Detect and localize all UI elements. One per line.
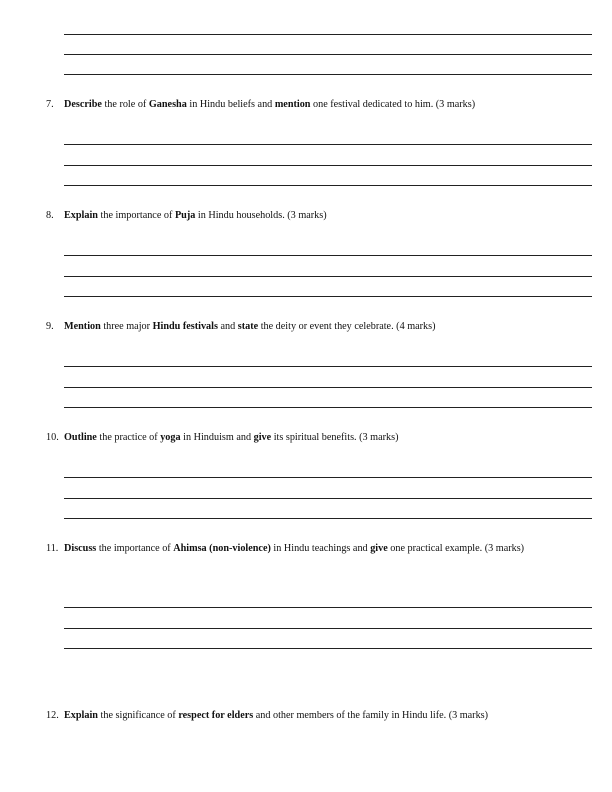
question-text-run: the importance of — [96, 543, 174, 554]
question-text — [64, 540, 586, 558]
answer-line — [64, 407, 592, 408]
question-text-run: the practice of — [96, 432, 161, 443]
question-9 — [46, 318, 586, 336]
answer-line — [64, 648, 592, 649]
question-11 — [46, 540, 586, 558]
question-10 — [46, 429, 586, 447]
question-text — [64, 707, 586, 725]
keyword-text: state — [237, 321, 259, 332]
answer-line — [64, 628, 592, 629]
answer-line — [64, 185, 592, 186]
question-text-run: in Hindu households. (3 marks) — [195, 210, 327, 221]
question-number: 8. — [46, 210, 54, 221]
question-text-run: the deity or event they celebrate. (4 marks) — [258, 321, 436, 332]
answer-line — [64, 518, 592, 519]
answer-line — [64, 34, 592, 35]
question-text — [64, 96, 586, 114]
answer-line — [64, 477, 592, 478]
keyword-text: Outline — [64, 432, 97, 443]
question-text-run: three major — [100, 321, 153, 332]
question-text-run: one practical example. (3 marks) — [387, 543, 525, 554]
keyword-text: Puja — [174, 210, 196, 221]
question-text-run: and — [217, 321, 238, 332]
answer-line — [64, 276, 592, 277]
question-text-run: the importance of — [97, 210, 175, 221]
question-number: 10. — [46, 432, 59, 443]
question-text-run: the role of — [101, 99, 149, 110]
question-text-run: in Hindu teachings and — [270, 543, 371, 554]
keyword-text: respect for elders — [178, 710, 254, 721]
question-text-run: one festival dedicated to him. (3 marks) — [310, 99, 476, 110]
keyword-text: Describe — [64, 99, 102, 110]
keyword-text: Mention — [64, 321, 101, 332]
keyword-text: yoga — [160, 432, 181, 443]
question-7 — [46, 96, 586, 114]
question-number: 12. — [46, 710, 59, 721]
question-text-run: its spiritual benefits. (3 marks) — [271, 432, 399, 443]
answer-line — [64, 255, 592, 256]
question-text — [64, 429, 586, 447]
keyword-text: give — [370, 543, 388, 554]
question-text — [64, 207, 586, 225]
answer-line — [64, 366, 592, 367]
question-number: 9. — [46, 321, 54, 332]
question-12 — [46, 707, 586, 725]
question-number: 11. — [46, 543, 59, 554]
question-8 — [46, 207, 586, 225]
answer-line — [64, 296, 592, 297]
keyword-text: Discuss — [64, 543, 97, 554]
answer-line — [64, 165, 592, 166]
question-text-run: in Hindu beliefs and — [186, 99, 275, 110]
answer-line — [64, 607, 592, 608]
answer-line — [64, 54, 592, 55]
keyword-text: give — [253, 432, 272, 443]
question-text-run: in Hinduism and — [180, 432, 254, 443]
keyword-text: Ahimsa (non-violence) — [173, 543, 271, 554]
keyword-text: mention — [274, 99, 311, 110]
answer-line — [64, 498, 592, 499]
answer-line — [64, 387, 592, 388]
question-text-run: the significance of — [97, 710, 179, 721]
question-number: 7. — [46, 99, 54, 110]
keyword-text: Explain — [64, 210, 98, 221]
answer-line — [64, 144, 592, 145]
keyword-text: Explain — [64, 710, 98, 721]
keyword-text: Ganesha — [148, 99, 187, 110]
question-text-run: and other members of the family in Hindu life. (3 marks) — [253, 710, 489, 721]
question-text — [64, 318, 586, 336]
keyword-text: Hindu festivals — [152, 321, 218, 332]
answer-line — [64, 74, 592, 75]
